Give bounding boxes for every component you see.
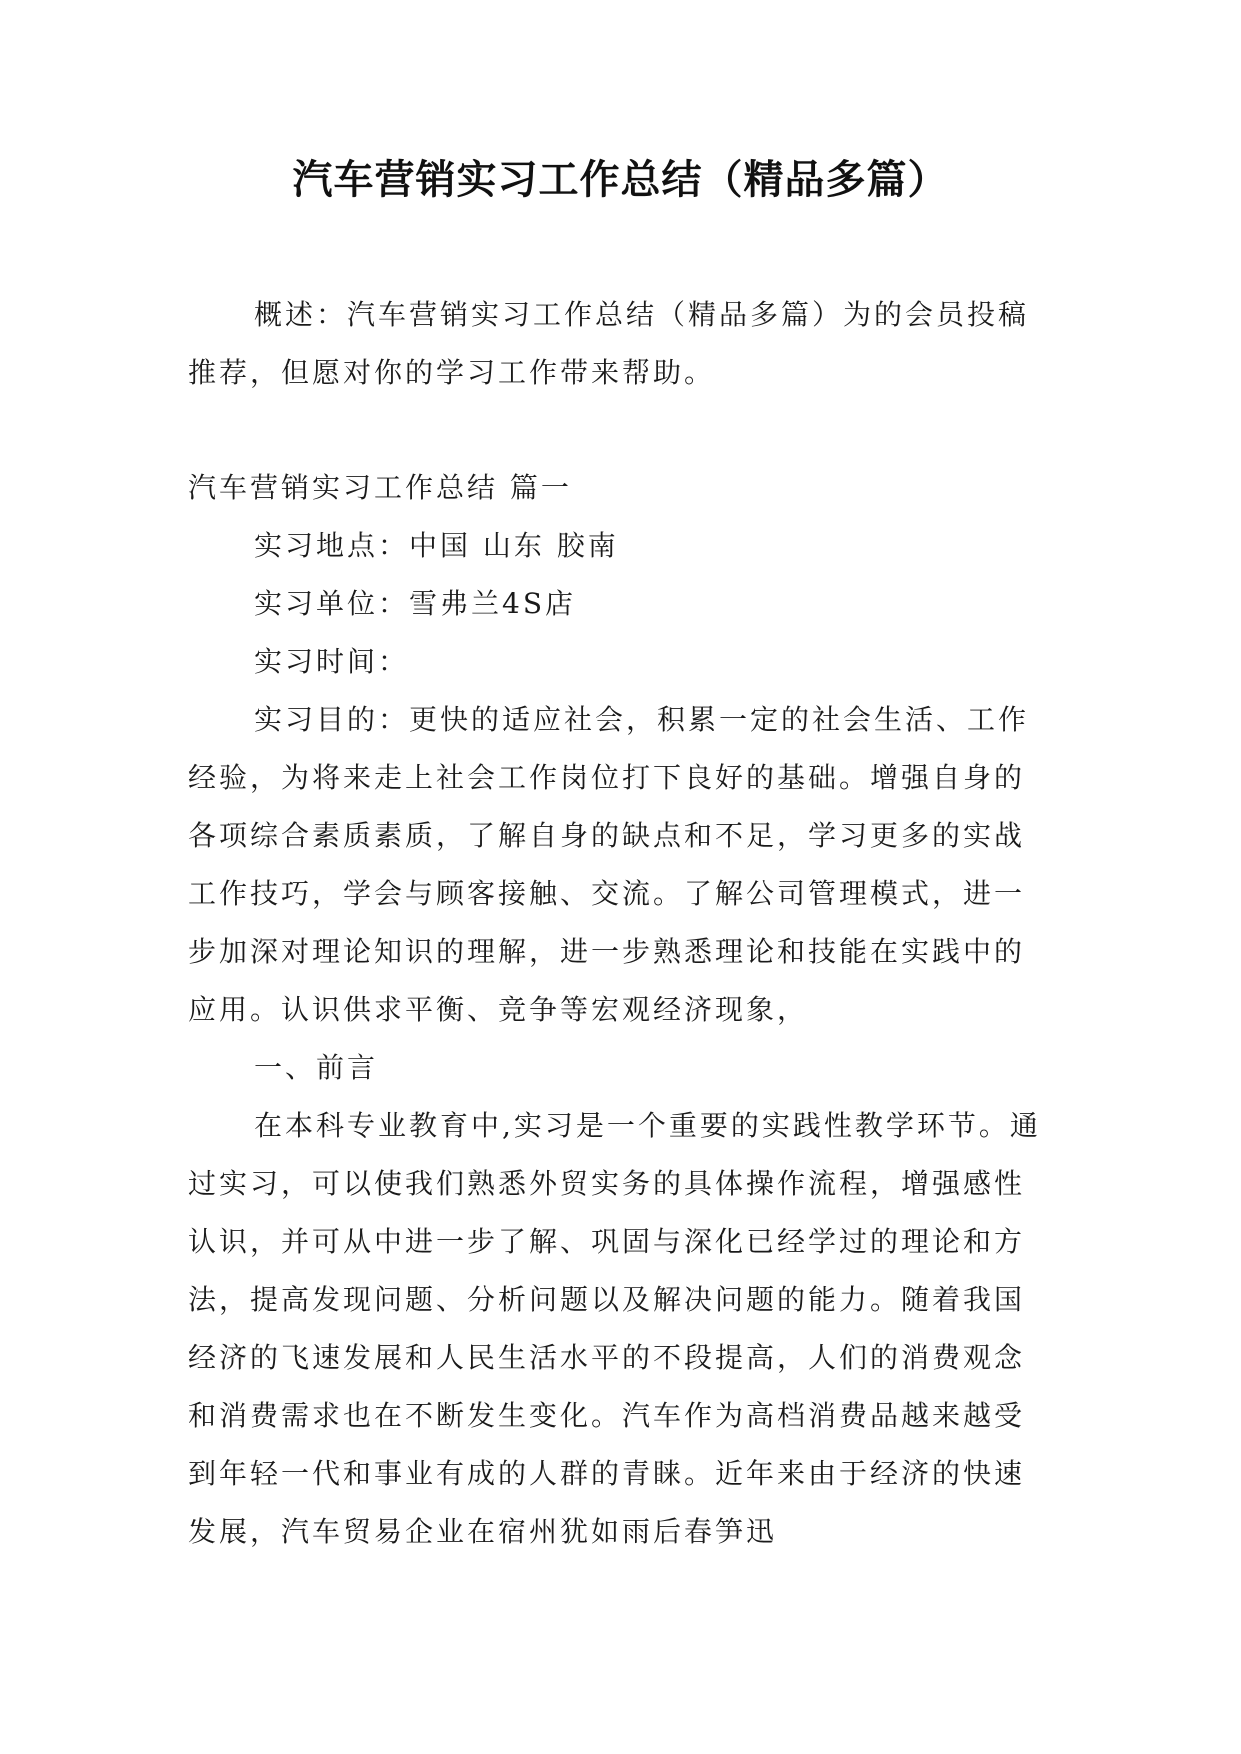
- internship-purpose: 实习目的：更快的适应社会，积累一定的社会生活、工作经验，为将来走上社会工作岗位打下良好的基础。增强自身的各项综合素质素质，了解自身的缺点和不足，学习更多的实战工作技巧，学会与顾客接触、交流。了解公司管理模式，进一步加深对理论知识的理解，进一步熟悉理论和技能在实践中的应用。认识供求平衡、竞争等宏观经济现象，: [188, 703, 1030, 1026]
- section-heading: 汽车营销实习工作总结 篇一: [188, 471, 572, 504]
- section-one: [188, 459, 1054, 1561]
- subheading-preface: 一、前言: [254, 1051, 379, 1084]
- summary-paragraph: 概述：汽车营销实习工作总结（精品多篇）为的会员投稿推荐，但愿对你的学习工作带来帮助。: [188, 298, 1030, 389]
- internship-unit: 实习单位：雪弗兰4S店: [254, 587, 576, 620]
- document-title: 汽车营销实习工作总结（精品多篇）: [292, 157, 949, 203]
- summary-block: [188, 286, 1054, 402]
- internship-time: 实习时间：: [254, 645, 410, 678]
- internship-location: 实习地点：中国 山东 胶南: [254, 529, 619, 562]
- preface-paragraph: 在本科专业教育中,实习是一个重要的实践性教学环节。通过实习，可以使我们熟悉外贸实务的具体操作流程，增强感性认识，并可从中进一步了解、巩固与深化已经学过的理论和方法，提高发现问题、分析问题以及解决问题的能力。随着我国经济的飞速发展和人民生活水平的不段提高，人们的消费观念和消费需求也在不断发生变化。汽车作为高档消费品越来越受到年轻一代和事业有成的人群的青睐。近年来由于经济的快速发展，汽车贸易企业在宿州犹如雨后春笋迅: [188, 1109, 1041, 1548]
